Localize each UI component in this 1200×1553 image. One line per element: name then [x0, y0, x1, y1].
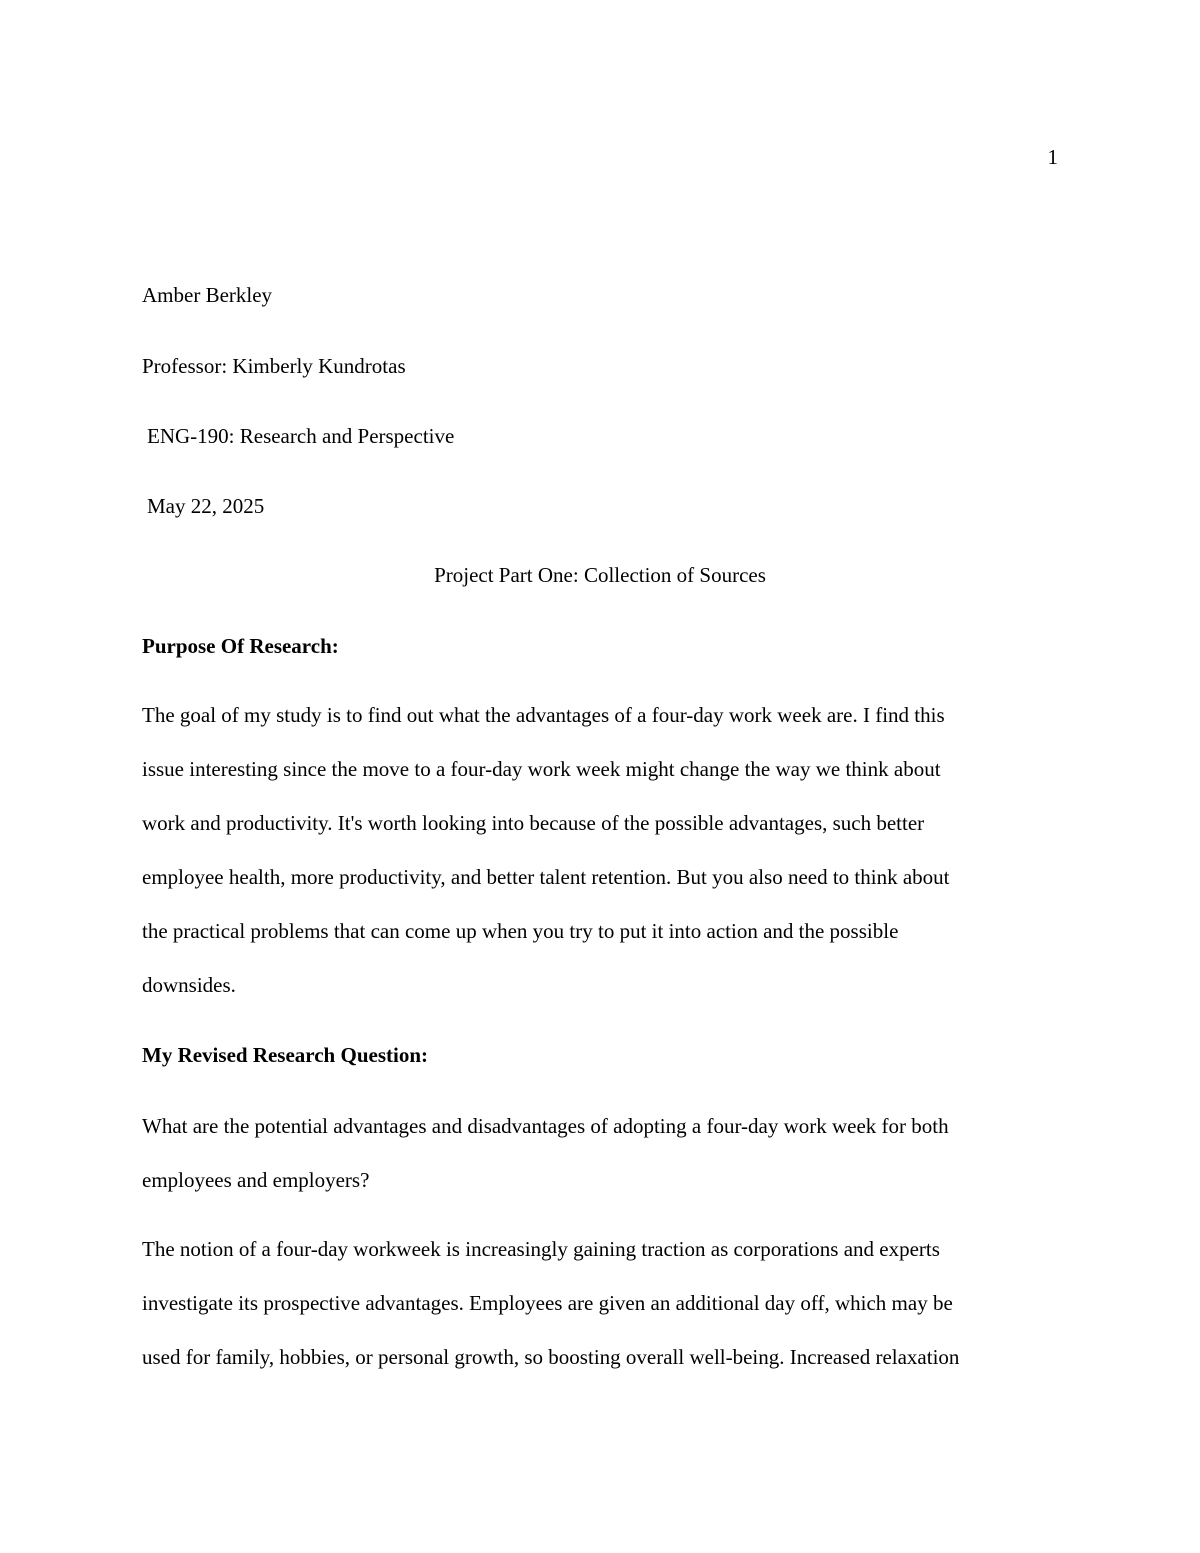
page-number: 1: [1047, 145, 1058, 169]
paragraph-line: employees and employers?: [142, 1168, 370, 1192]
paragraph-line: the practical problems that can come up when you try to put it into action and the possible: [142, 919, 899, 943]
purpose-paragraph: [142, 703, 1060, 1027]
research-question-heading: My Revised Research Question:: [142, 1043, 428, 1067]
paragraph-line: downsides.: [142, 973, 236, 997]
purpose-heading: Purpose Of Research:: [142, 634, 339, 658]
paragraph-line: used for family, hobbies, or personal growth, so boosting overall well-being. Increased relaxation: [142, 1345, 960, 1369]
paragraph-line: work and productivity. It's worth looking into because of the possible advantages, such better: [142, 811, 925, 835]
course-line: ENG-190: Research and Perspective: [147, 424, 455, 448]
date-line: May 22, 2025: [147, 494, 265, 518]
paragraph-line: investigate its prospective advantages. Employees are given an additional day off, which may be: [142, 1291, 953, 1315]
paragraph-line: The goal of my study is to find out what the advantages of a four-day work week are. I find this: [142, 703, 945, 727]
paragraph-line: issue interesting since the move to a four-day work week might change the way we think about: [142, 757, 941, 781]
document-title: Project Part One: Collection of Sources: [434, 563, 766, 587]
body-paragraph: [142, 1237, 1060, 1399]
research-question-paragraph: [142, 1114, 1060, 1222]
paragraph-line: employee health, more productivity, and better talent retention. But you also need to think about: [142, 865, 950, 889]
professor-line: Professor: Kimberly Kundrotas: [142, 354, 406, 378]
paragraph-line: What are the potential advantages and disadvantages of adopting a four-day work week for both: [142, 1114, 949, 1138]
paragraph-line: The notion of a four-day workweek is increasingly gaining traction as corporations and experts: [142, 1237, 940, 1261]
author-name: Amber Berkley: [142, 283, 273, 307]
